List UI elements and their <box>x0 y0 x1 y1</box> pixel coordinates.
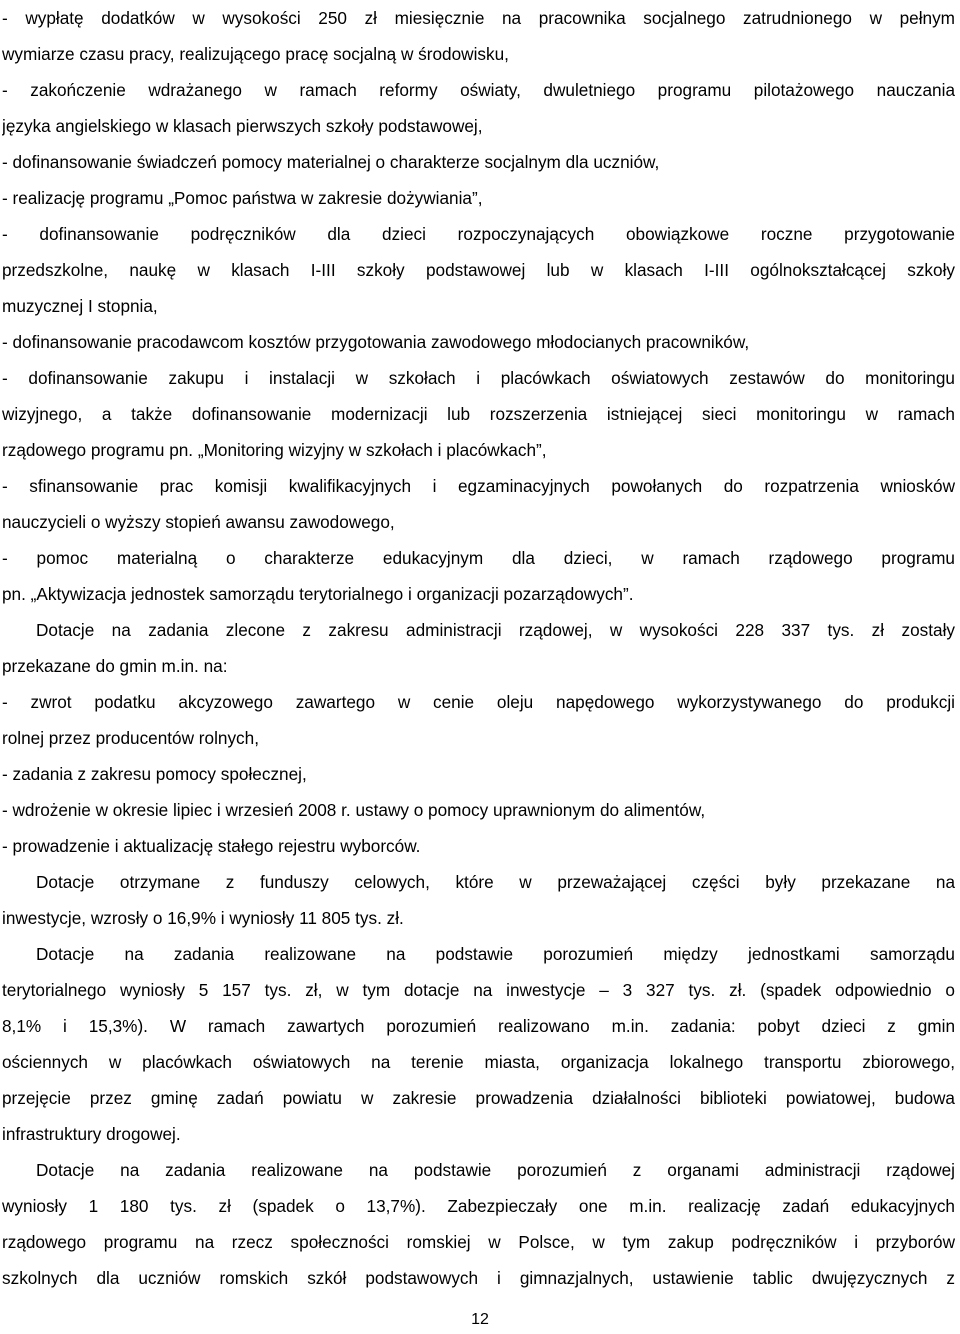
text-line: Dotacje otrzymane z funduszy celowych, które w przeważającej części były przekazane na <box>36 872 955 892</box>
text-line: przejęcie przez gminę zadań powiatu w zakresie prowadzenia działalności biblioteki powiatowej, budowa <box>2 1088 955 1108</box>
text-line: wizyjnego, a także dofinansowanie modernizacji lub rozszerzenia istniejącej sieci monitoringu w ramach <box>2 404 955 424</box>
text-line: rządowego programu pn. „Monitoring wizyjny w szkołach i placówkach”, <box>2 440 547 460</box>
text-line: - zwrot podatku akcyzowego zawartego w cenie oleju napędowego wykorzystywanego do produkcji <box>2 692 955 712</box>
text-line: terytorialnego wyniosły 5 157 tys. zł, w tym dotacje na inwestycje – 3 327 tys. zł. (spadek odpowiednio o <box>2 980 955 1000</box>
text-line: - dofinansowanie zakupu i instalacji w szkołach i placówkach oświatowych zestawów do monitoringu <box>2 368 955 388</box>
text-line: - wypłatę dodatków w wysokości 250 zł miesięcznie na pracownika socjalnego zatrudnionego w pełnym <box>2 8 955 28</box>
text-line: przedszkolne, naukę w klasach I-III szkoły podstawowej lub w klasach I-III ogólnokształcącej szkoły <box>2 260 955 280</box>
text-line: szkolnych dla uczniów romskich szkół podstawowych i gimnazjalnych, ustawienie tablic dwujęzycznych z <box>2 1268 955 1288</box>
text-line: infrastruktury drogowej. <box>2 1124 181 1144</box>
text-line: rządowego programu na rzecz społeczności romskiej w Polsce, w tym zakup podręczników i przyborów <box>2 1232 955 1252</box>
text-line: języka angielskiego w klasach pierwszych szkoły podstawowej, <box>2 116 483 136</box>
page-number: 12 <box>471 1311 489 1328</box>
text-line: muzycznej I stopnia, <box>2 296 158 316</box>
text-line: - dofinansowanie świadczeń pomocy materialnej o charakterze socjalnym dla uczniów, <box>2 152 660 172</box>
text-line: wymiarze czasu pracy, realizującego pracę socjalną w środowisku, <box>2 44 509 64</box>
text-line: przekazane do gmin m.in. na: <box>2 656 228 676</box>
text-line: Dotacje na zadania realizowane na podstawie porozumień z organami administracji rządowej <box>36 1160 955 1180</box>
text-line: - pomoc materialną o charakterze edukacyjnym dla dzieci, w ramach rządowego programu <box>2 548 955 568</box>
text-line: wyniosły 1 180 tys. zł (spadek o 13,7%). Zabezpieczały one m.in. realizację zadań edukacyjnych <box>2 1196 955 1216</box>
text-line: rolnej przez producentów rolnych, <box>2 728 259 748</box>
text-line: - zakończenie wdrażanego w ramach reformy oświaty, dwuletniego programu pilotażowego nauczania <box>2 80 955 100</box>
text-line: Dotacje na zadania zlecone z zakresu administracji rządowej, w wysokości 228 337 tys. zł zostały <box>36 620 955 640</box>
text-line: - wdrożenie w okresie lipiec i wrzesień 2008 r. ustawy o pomocy uprawnionym do alimentów, <box>2 800 706 820</box>
text-line: 8,1% i 15,3%). W ramach zawartych porozumień realizowano m.in. zadania: pobyt dzieci z gmin <box>2 1016 955 1036</box>
text-line: - prowadzenie i aktualizację stałego rejestru wyborców. <box>2 836 421 856</box>
text-line: ościennych w placówkach oświatowych na terenie miasta, organizacja lokalnego transportu zbiorowego, <box>2 1052 955 1072</box>
text-line: Dotacje na zadania realizowane na podstawie porozumień między jednostkami samorządu <box>36 944 955 964</box>
text-line: inwestycje, wzrosły o 16,9% i wyniosły 11 805 tys. zł. <box>2 908 404 928</box>
text-line: nauczycieli o wyższy stopień awansu zawodowego, <box>2 512 395 532</box>
text-line: - sfinansowanie prac komisji kwalifikacyjnych i egzaminacyjnych powołanych do rozpatrzenia wniosków <box>2 476 955 496</box>
document-body <box>2 0 955 1296</box>
text-line: - realizację programu „Pomoc państwa w zakresie dożywiania”, <box>2 188 483 208</box>
text-line: - dofinansowanie podręczników dla dzieci rozpoczynających obowiązkowe roczne przygotowanie <box>2 224 955 244</box>
text-line: pn. „Aktywizacja jednostek samorządu terytorialnego i organizacji pozarządowych”. <box>2 584 634 604</box>
text-line: - dofinansowanie pracodawcom kosztów przygotowania zawodowego młodocianych pracowników, <box>2 332 750 352</box>
text-line: - zadania z zakresu pomocy społecznej, <box>2 764 307 784</box>
